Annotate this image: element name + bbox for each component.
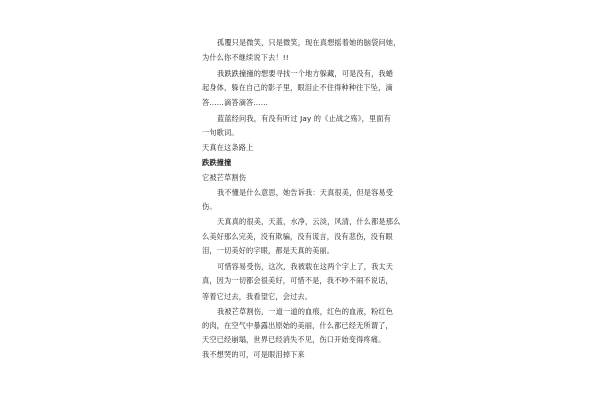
text-line: 我跌跌撞撞的想要寻找一个地方躲藏，可是没有，我蜷	[217, 69, 394, 78]
text-line: 蓝蓝经问我，有没有听过 Jay 的《止战之殇》，里面有	[217, 114, 391, 123]
lyric-line: 天真在这条路上	[202, 143, 254, 152]
text-line: 答……滴答滴答……	[202, 98, 269, 107]
text-line: 为什么你不继续说下去！!!	[202, 53, 289, 62]
lyric-line: 跌跌撞撞	[202, 158, 232, 167]
text-line: 我不想哭的可，可是眼泪掉下来	[202, 350, 305, 359]
text-line: 天真真的很美，天蓝，水净，云淡，风清，什么都是那么	[217, 217, 401, 226]
lyric-line: 它被芒草割伤	[202, 173, 247, 182]
text-line: 我被芒草割伤，一道一道的血痕，红色的血液，粉红色	[217, 307, 394, 316]
text-line: 一句歌词。	[202, 128, 239, 137]
text-line: 伤。	[202, 202, 217, 211]
text-line: 我不懂是什么意思，她告诉我：天真很美，但是容易受	[217, 188, 394, 197]
text-line: 等着它过去，我看望它，会过去。	[202, 292, 313, 301]
text-line: 真，因为一切都会很美好，可惜不是，我不吵不闹不说话，	[202, 276, 393, 285]
text-line: 么美好那么完美，没有欺骗，没有谎言，没有悲伤，没有眼	[202, 232, 393, 241]
text-line: 孤覆只是微笑，只是微笑，现在真想摇着她的脑袋问她，	[217, 38, 401, 47]
text-line: 可惜容易受伤，这次，我被载在这两个字上了，我太天	[217, 262, 394, 271]
text-line: 泪，一切美好的字眼，都是天真的美丽。	[202, 246, 335, 255]
text-line: 的肉，在空气中暴露出原始的美丽，什么都已经无所谓了，	[202, 321, 393, 330]
text-line: 天空已经崩塌，世界已经消失不见，伤口开始变得疼痛。	[202, 335, 386, 344]
text-line: 起身体，躲在自己的影子里，眼泪止不住得种种往下坠，滴	[202, 83, 393, 92]
